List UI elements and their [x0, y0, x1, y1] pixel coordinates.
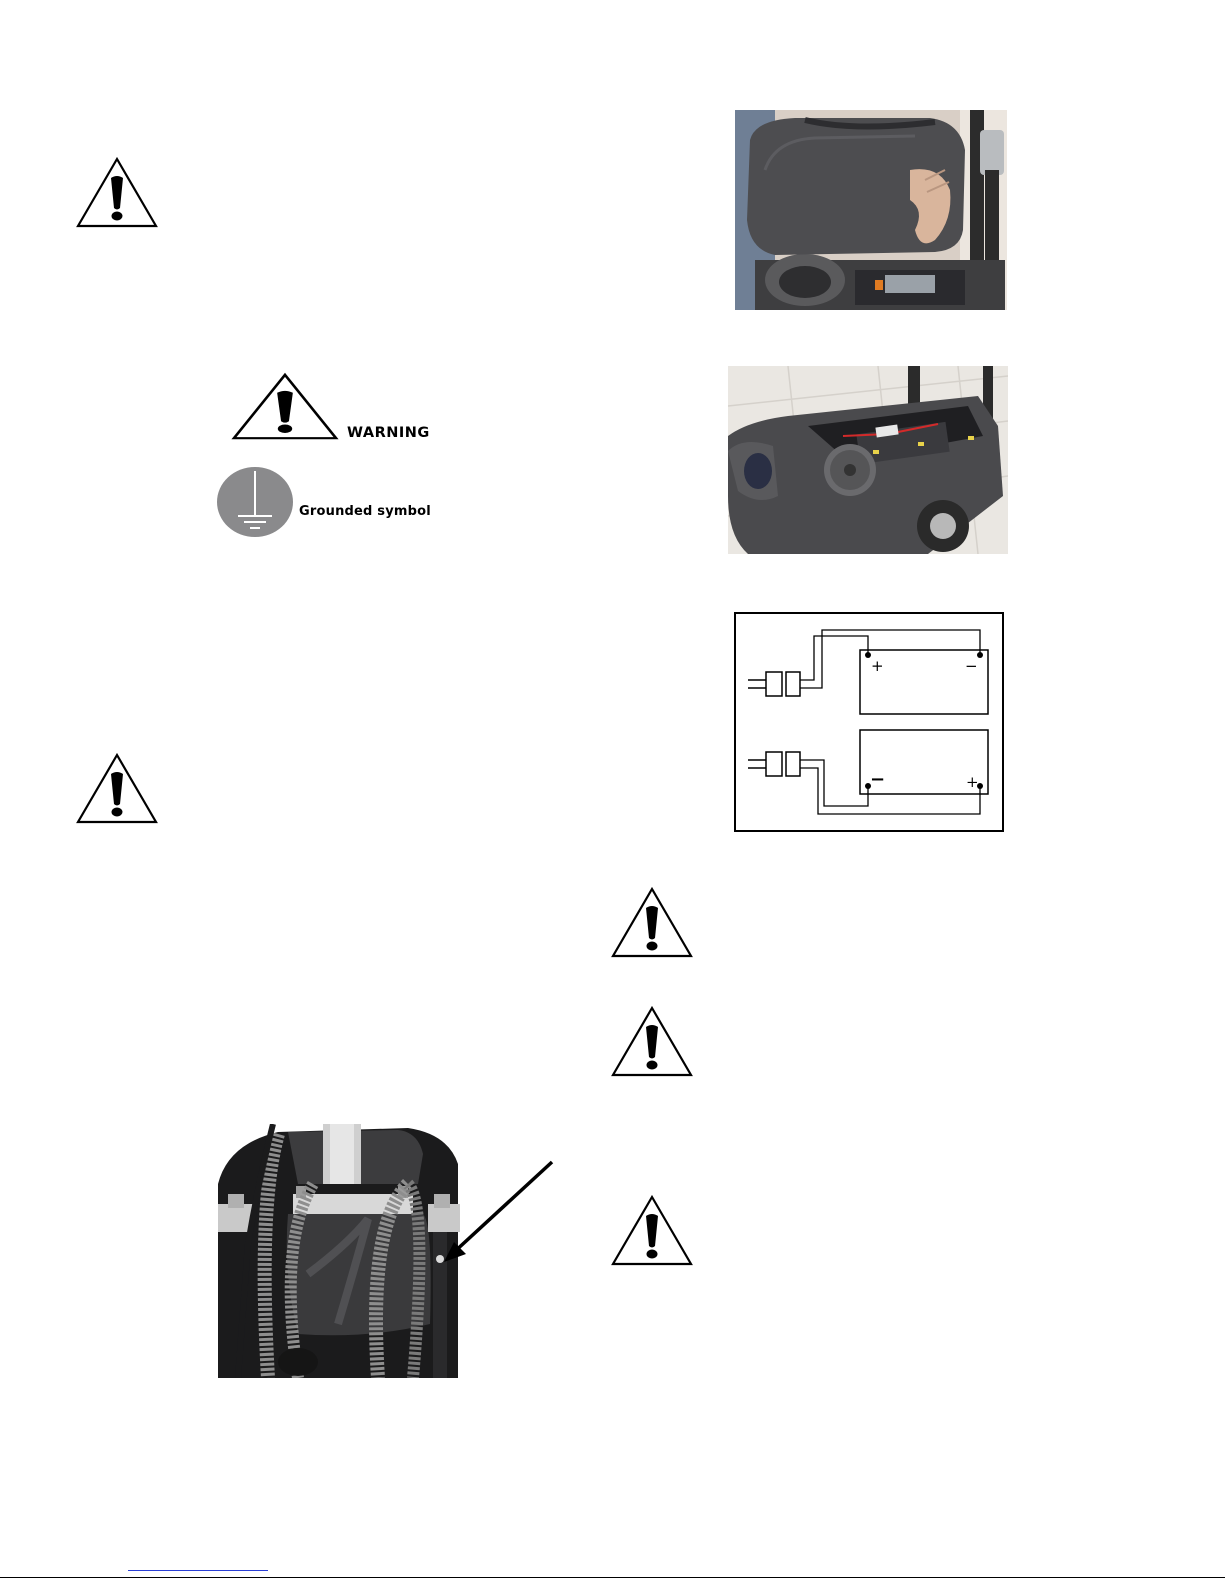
- battery-compartment-photo: [728, 366, 1008, 554]
- battery-bottom-negative-label: −: [870, 769, 886, 790]
- battery-top-positive-label: +: [871, 657, 884, 675]
- warning-triangle-icon: [230, 372, 340, 442]
- warning-label: WARNING: [347, 425, 430, 441]
- warning-triangle-icon: [75, 752, 159, 826]
- battery-bottom-positive-label: +: [966, 773, 979, 791]
- machine-rear-photo: [218, 1124, 558, 1378]
- warning-triangle-icon: [75, 156, 159, 230]
- grounded-label: Grounded symbol: [299, 504, 431, 519]
- warning-triangle-icon: [610, 1005, 694, 1079]
- warning-triangle-icon: [610, 886, 694, 960]
- cover-removal-photo: [735, 110, 1007, 310]
- footer-rule: [0, 1577, 1225, 1578]
- battery-top-negative-label: −: [965, 657, 978, 675]
- footer-link-underline: [128, 1570, 268, 1572]
- battery-wiring-diagram: [734, 612, 1004, 832]
- warning-triangle-icon: [610, 1194, 694, 1268]
- ground-symbol-icon: [216, 466, 296, 538]
